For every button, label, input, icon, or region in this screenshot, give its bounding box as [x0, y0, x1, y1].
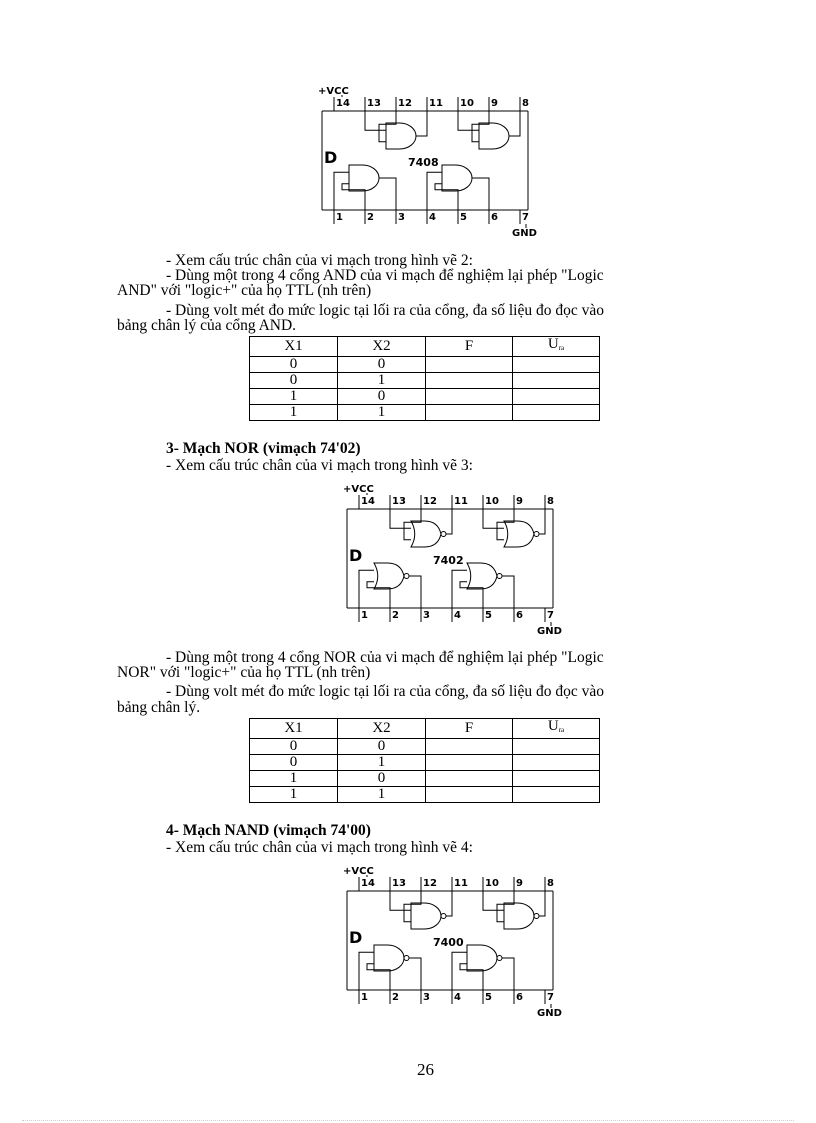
pin-number-bottom: 3 — [423, 992, 430, 1003]
inversion-bubble — [497, 956, 502, 961]
wire-pin13 — [365, 111, 386, 130]
chip-part-number: 7402 — [433, 554, 464, 567]
ic-7408-pinout-svg — [316, 85, 546, 240]
gnd-label: GND — [512, 228, 537, 239]
section2-line2 — [166, 268, 736, 283]
vcc-label: +VCC — [343, 866, 374, 877]
inversion-bubble — [441, 914, 446, 919]
header-u-text: U — [547, 336, 559, 352]
table-row — [250, 373, 600, 389]
pin-number-top: 11 — [429, 98, 443, 109]
pin-number-top: 13 — [392, 878, 406, 889]
pin-number-bottom: 1 — [361, 992, 368, 1003]
section4-line1: - Xem cấu trúc chân của vi mạch trong hình vẽ 4: — [166, 839, 473, 856]
header-x2: X2 — [338, 337, 426, 357]
wire-pin4 — [452, 952, 467, 990]
cell — [426, 389, 513, 405]
cell: 0 — [338, 389, 426, 405]
section3-heading: 3- Mạch NOR (vimạch 74'02) — [166, 440, 361, 457]
pin-number-top: 10 — [485, 878, 499, 889]
pin-number-top: 14 — [361, 496, 375, 507]
pin-number-bottom: 7 — [522, 212, 529, 223]
section3-line3: NOR" với "logic+" của họ TTL (nh trên) — [117, 664, 371, 681]
wire-pin13 — [390, 509, 411, 528]
inversion-bubble — [404, 574, 409, 579]
section2-line4: - Dùng volt mét đo mức logic tại lối ra của cổng, đa số liệu đo đọc vào — [166, 302, 604, 319]
wire-pin10 — [483, 891, 504, 910]
cell: 1 — [250, 389, 338, 405]
nor-gate-symbol — [411, 521, 441, 547]
header-u-text: U — [547, 718, 559, 734]
wire-pin6 — [502, 576, 514, 608]
pin-number-top: 8 — [522, 98, 529, 109]
vcc-label: +VCC — [318, 86, 349, 97]
pin-number-top: 11 — [454, 878, 468, 889]
cell: 0 — [338, 771, 426, 787]
pin-number-top: 12 — [398, 98, 412, 109]
inversion-bubble — [534, 914, 539, 919]
wire-pin11 — [416, 111, 427, 136]
section3-line2: - Dùng một trong 4 cổng NOR của vi mạch để nghiệm lại phép "Logic — [166, 649, 604, 666]
inversion-bubble — [441, 532, 446, 537]
cell — [426, 357, 513, 373]
ic-7400-diagram — [341, 865, 571, 1020]
section2-line3: AND" với "logic+" của họ TTL (nh trên) — [117, 282, 372, 299]
wire-pin13 — [390, 891, 411, 910]
wire-pin11 — [446, 509, 452, 534]
header-u-subscript: ra — [558, 344, 565, 352]
section4-heading: 4- Mạch NAND (vimạch 74'00) — [166, 822, 371, 839]
chip-d-label: D — [349, 928, 363, 947]
truth-table-and — [249, 336, 600, 421]
wire-pin8 — [509, 111, 520, 136]
cell: 0 — [250, 357, 338, 373]
pin-number-bottom: 3 — [423, 610, 430, 621]
nor-gate-symbol — [374, 563, 404, 589]
pin-number-top: 9 — [491, 98, 498, 109]
ic-7402-pinout-svg — [341, 483, 571, 638]
cell — [513, 389, 600, 405]
wire-pin6 — [472, 178, 489, 210]
nand-gate-symbol — [467, 945, 497, 971]
pin-number-bottom: 1 — [336, 212, 343, 223]
wire-pin8 — [539, 509, 545, 534]
wire-pin10 — [483, 509, 504, 528]
pin-number-bottom: 5 — [485, 610, 492, 621]
pin-number-bottom: 5 — [485, 992, 492, 1003]
nor-gate-symbol — [467, 563, 497, 589]
page-number: 26 — [417, 1060, 434, 1079]
wire-pin4 — [452, 570, 467, 608]
table-row — [250, 389, 600, 405]
cell — [513, 755, 600, 771]
table-row — [250, 739, 600, 755]
cell — [513, 357, 600, 373]
pin-number-bottom: 6 — [491, 212, 498, 223]
wire-pin3 — [409, 576, 421, 608]
pin-number-top: 12 — [423, 878, 437, 889]
table-row — [250, 357, 600, 373]
wire-pin1 — [359, 570, 374, 608]
inversion-bubble — [404, 956, 409, 961]
and-gate-symbol — [386, 123, 416, 149]
section2-line5: bảng chân lý của cổng AND. — [117, 317, 297, 334]
pin-number-bottom: 4 — [454, 992, 461, 1003]
and-gate-symbol — [479, 123, 509, 149]
ic-7402-diagram — [341, 483, 571, 638]
gnd-label: GND — [537, 626, 562, 637]
cell: 0 — [338, 739, 426, 755]
pin-number-bottom: 5 — [460, 212, 467, 223]
wire-pin11 — [446, 891, 452, 916]
cell — [426, 787, 513, 803]
truth-table-nor — [249, 718, 600, 803]
wire-pin3 — [409, 958, 421, 990]
pin-number-bottom: 4 — [454, 610, 461, 621]
nand-gate-symbol — [374, 945, 404, 971]
cell: 1 — [250, 771, 338, 787]
pin-number-top: 8 — [547, 496, 554, 507]
cell: 0 — [338, 357, 426, 373]
pin-number-bottom: 6 — [516, 610, 523, 621]
pin-number-bottom: 2 — [392, 992, 399, 1003]
cell: 1 — [250, 787, 338, 803]
wire-pin10 — [458, 111, 479, 130]
header-x1: X1 — [250, 719, 338, 739]
pin-number-bottom: 6 — [516, 992, 523, 1003]
pin-number-top: 11 — [454, 496, 468, 507]
pin-number-bottom: 4 — [429, 212, 436, 223]
section2-line2-text: - Dùng một trong 4 cổng AND của vi mạch để nghiệm lại phép "Logic — [166, 267, 604, 284]
section2-line1: - Xem cấu trúc chân của vi mạch trong hình vẽ 2: — [166, 252, 473, 269]
header-x2: X2 — [338, 719, 426, 739]
header-u-ra — [513, 719, 600, 739]
cell — [426, 373, 513, 389]
pin-number-top: 12 — [423, 496, 437, 507]
pin-number-top: 10 — [460, 98, 474, 109]
wire-pin8 — [539, 891, 545, 916]
cell — [513, 787, 600, 803]
wire-pin4 — [427, 172, 442, 210]
pin-number-top: 10 — [485, 496, 499, 507]
gnd-label: GND — [537, 1008, 562, 1019]
pin-number-top: 13 — [392, 496, 406, 507]
page-footer-divider — [22, 1120, 794, 1121]
cell: 0 — [250, 739, 338, 755]
pin-number-bottom: 1 — [361, 610, 368, 621]
table-header-row — [250, 719, 600, 739]
header-u-subscript: ra — [558, 726, 565, 734]
cell — [513, 739, 600, 755]
cell: 1 — [250, 405, 338, 421]
table-header-row — [250, 337, 600, 357]
pin-number-bottom: 7 — [547, 992, 554, 1003]
pin-number-bottom: 2 — [392, 610, 399, 621]
section3-line5: bảng chân lý. — [117, 699, 201, 716]
cell: 0 — [250, 755, 338, 771]
table-row — [250, 787, 600, 803]
wire-pin1 — [359, 952, 374, 990]
wire-pin3 — [379, 178, 396, 210]
header-f: F — [426, 337, 513, 357]
header-u-ra — [513, 337, 600, 357]
and-gate-symbol — [442, 165, 472, 191]
chip-part-number: 7400 — [433, 936, 464, 949]
pin-number-top: 8 — [547, 878, 554, 889]
vcc-label: +VCC — [343, 484, 374, 495]
cell — [426, 739, 513, 755]
wire-pin6 — [502, 958, 514, 990]
cell: 0 — [250, 373, 338, 389]
pin-number-top: 14 — [361, 878, 375, 889]
table-row — [250, 755, 600, 771]
cell — [513, 771, 600, 787]
pin-number-bottom: 7 — [547, 610, 554, 621]
nand-gate-symbol — [504, 903, 534, 929]
cell: 1 — [338, 755, 426, 771]
nand-gate-symbol — [411, 903, 441, 929]
cell — [426, 405, 513, 421]
and-gate-symbol — [349, 165, 379, 191]
chip-d-label: D — [349, 546, 363, 565]
header-x1: X1 — [250, 337, 338, 357]
cell: 1 — [338, 787, 426, 803]
pin-number-top: 9 — [516, 878, 523, 889]
cell: 1 — [338, 373, 426, 389]
chip-d-label: D — [324, 148, 338, 167]
section3-line4: - Dùng volt mét đo mức logic tại lối ra của cổng, đa số liệu đo đọc vào — [166, 683, 604, 700]
ic-7408-diagram — [316, 85, 546, 240]
cell — [513, 405, 600, 421]
cell: 1 — [338, 405, 426, 421]
cell — [426, 771, 513, 787]
table-row — [250, 771, 600, 787]
chip-part-number: 7408 — [408, 156, 439, 169]
cell — [426, 755, 513, 771]
inversion-bubble — [497, 574, 502, 579]
wire-pin1 — [334, 172, 349, 210]
pin-number-bottom: 3 — [398, 212, 405, 223]
section3-line1: - Xem cấu trúc chân của vi mạch trong hình vẽ 3: — [166, 457, 473, 474]
cell — [513, 373, 600, 389]
pin-number-top: 13 — [367, 98, 381, 109]
nor-gate-symbol — [504, 521, 534, 547]
pin-number-top: 14 — [336, 98, 350, 109]
pin-number-top: 9 — [516, 496, 523, 507]
pin-number-bottom: 2 — [367, 212, 374, 223]
table-row — [250, 405, 600, 421]
header-f: F — [426, 719, 513, 739]
ic-7400-pinout-svg — [341, 865, 571, 1020]
inversion-bubble — [534, 532, 539, 537]
